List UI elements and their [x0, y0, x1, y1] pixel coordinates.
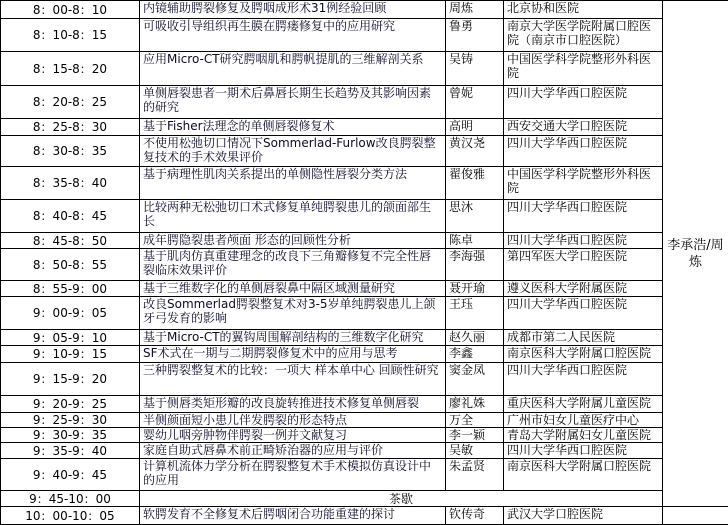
institution-cell: 四川大学华西口腔医院 — [504, 86, 663, 119]
topic-cell: 软腭发育不全修复术后腭咽闭合功能重建的探讨 — [140, 507, 446, 525]
institution-cell: 中国医学科学院整形外科医院 — [504, 167, 663, 200]
topic-cell: 比较两种无松弛切口术式修复单纯腭裂患儿的颌面部生长 — [140, 200, 446, 233]
time-cell: 8：35-8：40 — [1, 167, 140, 200]
time-cell: 8：45-8：50 — [1, 233, 140, 249]
time-cell: 8：20-8：25 — [1, 86, 140, 119]
topic-cell: 基于肌肉仿真重建理念的改良下三角瓣修复不完全性唇裂临床效果评价 — [140, 249, 446, 281]
table-row — [1, 428, 728, 443]
table-row — [1, 19, 728, 52]
time-cell: 8：10-8：15 — [1, 19, 140, 52]
table-row — [1, 413, 728, 428]
time-cell: 8：40-8：45 — [1, 200, 140, 233]
institution-cell: 四川大学华西口腔医院 — [504, 200, 663, 233]
speaker-cell: 李一颖 — [446, 428, 504, 443]
speaker-cell: 思沐 — [446, 200, 504, 233]
topic-cell: 基于侧唇类矩形瓣的改良旋转推进技术修复单侧唇裂 — [140, 396, 446, 413]
time-cell: 9：25-9：30 — [1, 413, 140, 428]
speaker-cell: 吴敏 — [446, 443, 504, 459]
speaker-cell: 周炼 — [446, 1, 504, 19]
institution-cell: 四川大学华西口腔医院 — [504, 297, 663, 330]
institution-cell: 重庆医科大学附属儿童医院 — [504, 396, 663, 413]
speaker-cell: 钦传奇 — [446, 507, 504, 525]
topic-cell: 单侧唇裂患者一期术后鼻唇长期生长趋势及其影响因素的研究 — [140, 86, 446, 119]
table-row — [1, 346, 728, 363]
institution-cell: 第四军医大学口腔医院 — [504, 249, 663, 281]
institution-cell: 广州市妇女儿童医疗中心 — [504, 413, 663, 428]
topic-cell: 基于Fisher法理念的单侧唇裂修复术 — [140, 119, 446, 136]
time-cell: 9：00-9：05 — [1, 297, 140, 330]
speaker-cell: 聂开瑜 — [446, 281, 504, 297]
speaker-cell: 窦金凤 — [446, 363, 504, 396]
institution-cell: 四川大学华西口腔医院 — [504, 363, 663, 396]
table-row — [1, 136, 728, 167]
topic-cell: 基于病理性肌肉关系提出的单侧隐性唇裂分类方法 — [140, 167, 446, 200]
institution-cell: 四川大学华西口腔医院 — [504, 136, 663, 167]
topic-cell: 可吸收引导组织再生膜在腭瘘修复中的应用研究 — [140, 19, 446, 52]
table-row — [1, 459, 728, 491]
table-row — [1, 1, 728, 19]
institution-cell: 武汉大学口腔医院 — [504, 507, 663, 525]
break-row — [1, 491, 728, 507]
table-row — [1, 86, 728, 119]
time-cell: 9：20-9：25 — [1, 396, 140, 413]
table-row — [1, 200, 728, 233]
speaker-cell: 曾妮 — [446, 86, 504, 119]
table-row — [1, 281, 728, 297]
time-cell: 9：40-9：45 — [1, 459, 140, 491]
speaker-cell: 黄汉尧 — [446, 136, 504, 167]
time-cell: 9：10-9：15 — [1, 346, 140, 363]
topic-cell: SF术式在一期与二期腭裂修复术中的应用与思考 — [140, 346, 446, 363]
institution-cell: 西安交通大学口腔医院 — [504, 119, 663, 136]
time-cell: 9：45-10：00 — [1, 491, 140, 507]
speaker-cell: 赵久丽 — [446, 330, 504, 346]
time-cell: 8：50-8：55 — [1, 249, 140, 281]
topic-cell: 不使用松弛切口情况下Sommerlad-Furlow改良腭裂整复技术的手术效果评价 — [140, 136, 446, 167]
table-row — [1, 52, 728, 86]
speaker-cell: 高明 — [446, 119, 504, 136]
institution-cell: 遵义医科大学附属医院 — [504, 281, 663, 297]
time-cell: 9：05-9：10 — [1, 330, 140, 346]
table-row — [1, 233, 728, 249]
chair-cell: 李承浩/周炼 — [663, 1, 728, 507]
break-label: 茶歇 — [140, 491, 663, 507]
institution-cell: 南京医科大学附属口腔医院 — [504, 346, 663, 363]
speaker-cell: 翟俊雅 — [446, 167, 504, 200]
time-cell: 8：25-8：30 — [1, 119, 140, 136]
institution-cell: 中国医学科学院整形外科医院 — [504, 52, 663, 86]
institution-cell: 南京医科大学附属口腔医院 — [504, 459, 663, 491]
institution-cell: 北京协和医院 — [504, 1, 663, 19]
topic-cell: 基于三维数字化的单侧唇裂鼻中隔区域测量研究 — [140, 281, 446, 297]
institution-cell: 成都市第二人民医院 — [504, 330, 663, 346]
speaker-cell: 李鑫 — [446, 346, 504, 363]
topic-cell: 成年腭隐裂患者颅面 形态的回顾性分析 — [140, 233, 446, 249]
table-row — [1, 396, 728, 413]
table-row — [1, 167, 728, 200]
time-cell: 8：15-8：20 — [1, 52, 140, 86]
speaker-cell: 王珏 — [446, 297, 504, 330]
topic-cell: 半侧颜面短小患儿伴发腭裂的形态特点 — [140, 413, 446, 428]
topic-cell: 应用Micro-CT研究腭咽肌和腭帆提肌的三维解剖关系 — [140, 52, 446, 86]
speaker-cell: 吴铸 — [446, 52, 504, 86]
time-cell: 10：00-10：05 — [1, 507, 140, 525]
topic-cell: 家庭自助式唇鼻术前正畸矫治器的应用与评价 — [140, 443, 446, 459]
topic-cell: 改良Sommerlad腭裂整复术对3-5岁单纯腭裂患儿上颌牙弓发育的影响 — [140, 297, 446, 330]
speaker-cell: 廖礼姝 — [446, 396, 504, 413]
time-cell: 8：00-8：10 — [1, 1, 140, 19]
topic-cell: 基于Micro-CT的翼钩周围解剖结构的三维数字化研究 — [140, 330, 446, 346]
table-row — [1, 330, 728, 346]
speaker-cell: 朱孟贤 — [446, 459, 504, 491]
speaker-cell: 陈卓 — [446, 233, 504, 249]
topic-cell: 计算机流体力学分析在腭裂整复术手术模拟仿真设计中的应用 — [140, 459, 446, 491]
institution-cell: 青岛大学附属妇女儿童医院 — [504, 428, 663, 443]
topic-cell: 婴幼儿咽旁肿物伴腭裂一例并文献复习 — [140, 428, 446, 443]
institution-cell: 南京大学医学院附属口腔医院（南京市口腔医院） — [504, 19, 663, 52]
table-row — [1, 443, 728, 459]
time-cell: 8：30-8：35 — [1, 136, 140, 167]
time-cell: 9：35-9：40 — [1, 443, 140, 459]
speaker-cell: 鲁勇 — [446, 19, 504, 52]
topic-cell: 内镜辅助腭裂修复及腭咽成形术31例经验回顾 — [140, 1, 446, 19]
table-row — [1, 119, 728, 136]
time-cell: 9：30-9：35 — [1, 428, 140, 443]
time-cell: 8：55-9：00 — [1, 281, 140, 297]
institution-cell: 四川大学华西口腔医院 — [504, 233, 663, 249]
speaker-cell: 李海强 — [446, 249, 504, 281]
institution-cell: 四川大学华西口腔医院 — [504, 443, 663, 459]
time-cell: 9：15-9：20 — [1, 363, 140, 396]
table-row — [1, 249, 728, 281]
topic-cell: 三种腭裂整复术的比较：一项大 样本单中心 回顾性研究 — [140, 363, 446, 396]
table-row — [1, 363, 728, 396]
table-row — [1, 297, 728, 330]
speaker-cell: 万全 — [446, 413, 504, 428]
